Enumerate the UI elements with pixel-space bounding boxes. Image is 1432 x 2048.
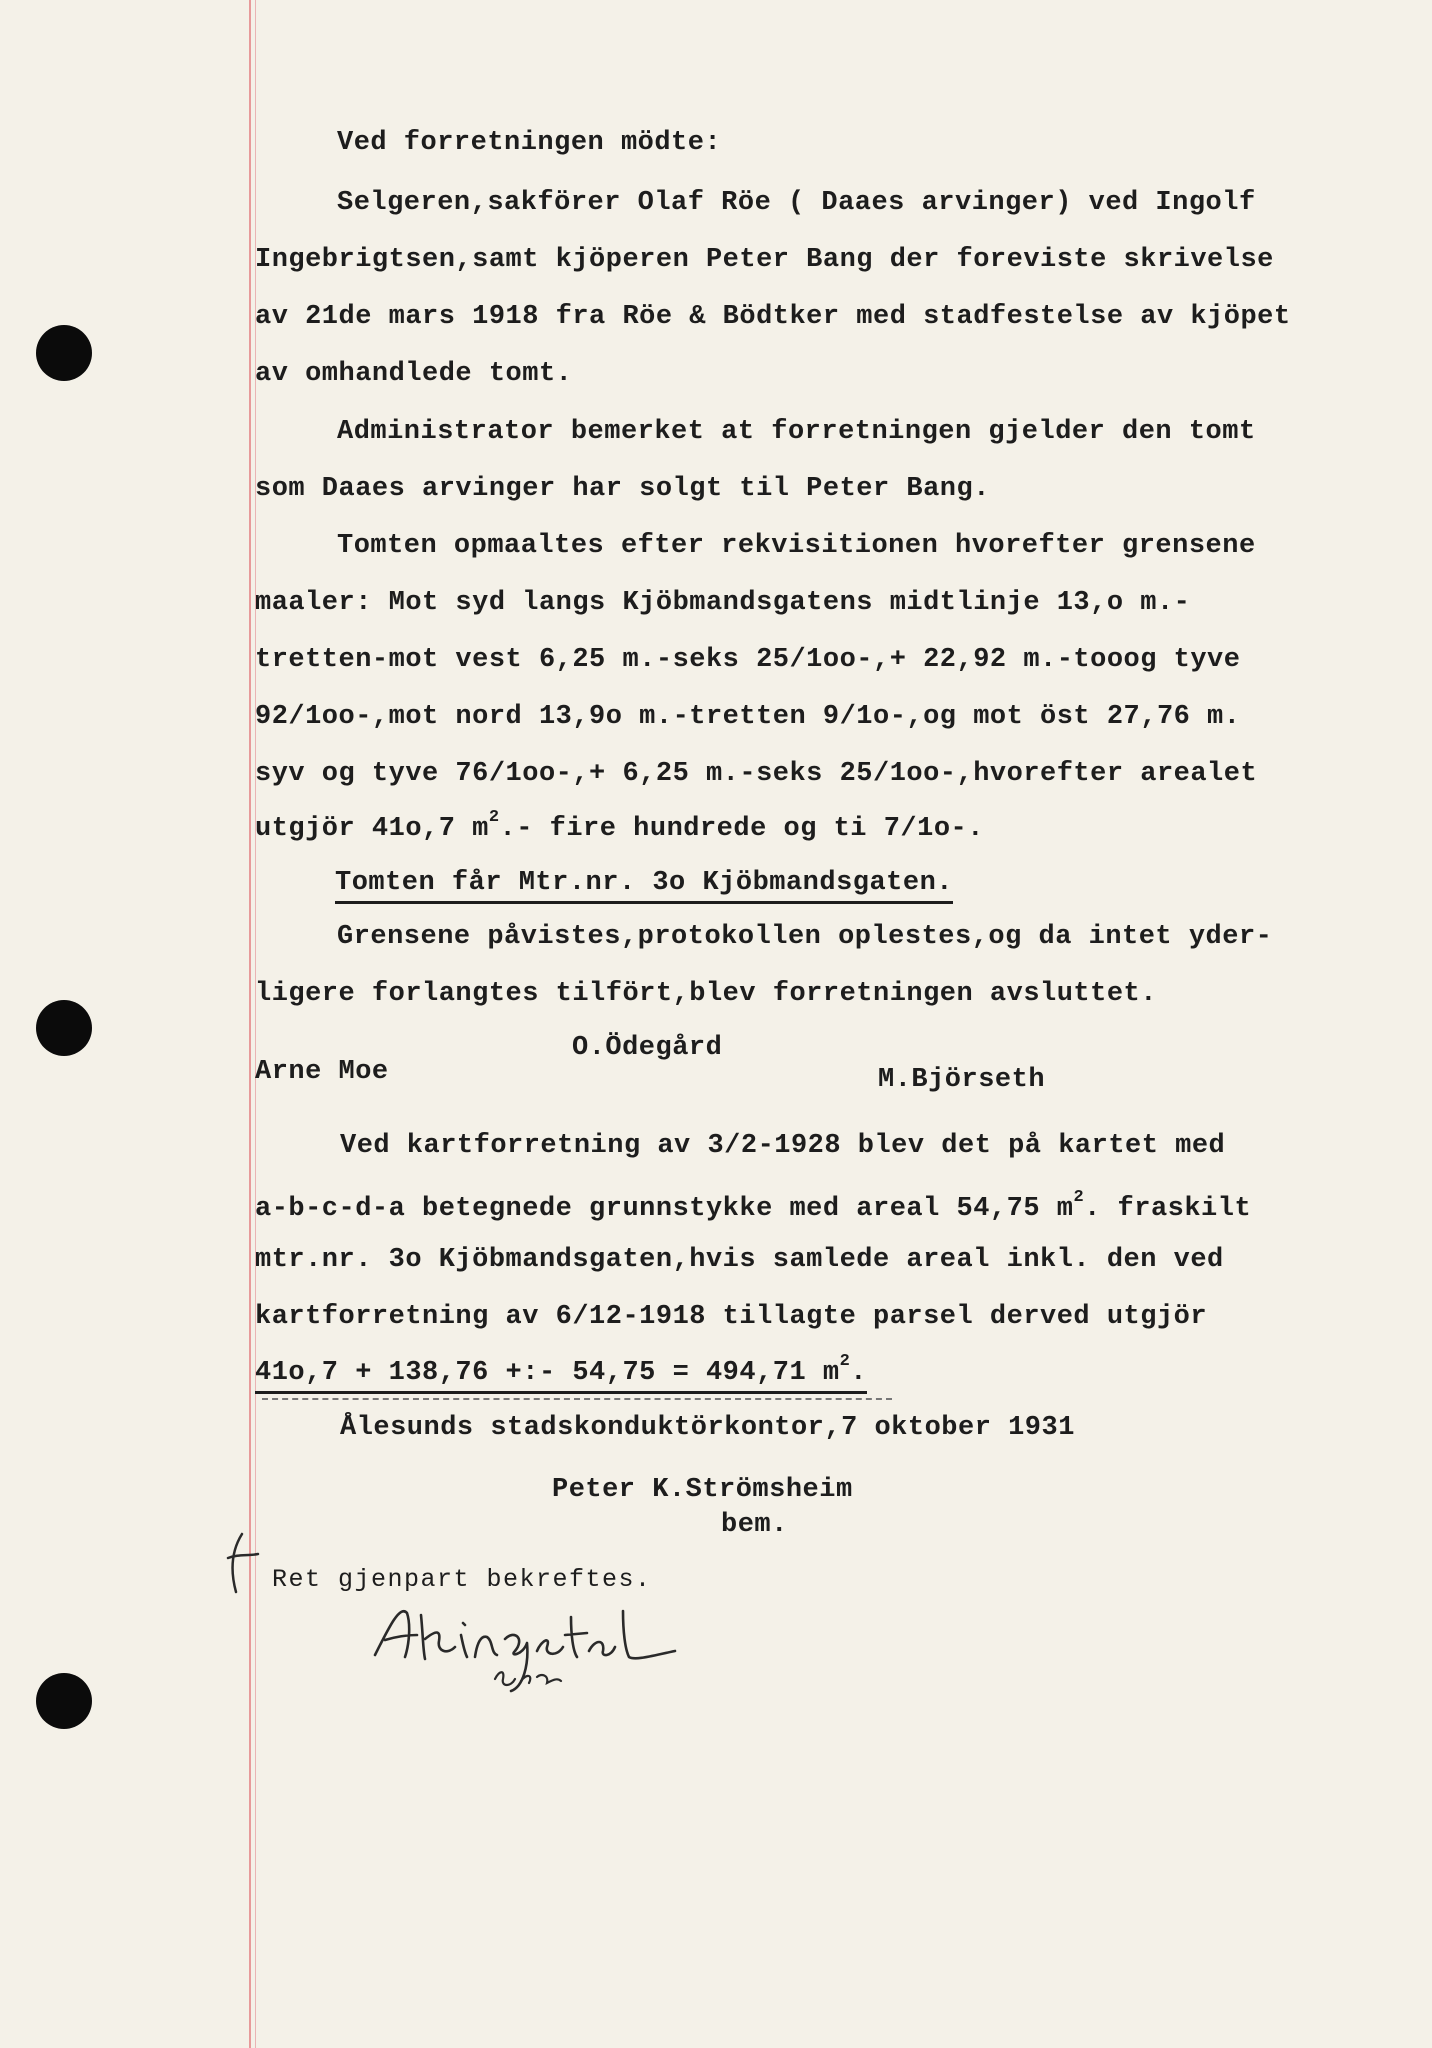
superscript-2: 2 [488, 808, 500, 827]
punch-hole-top [36, 325, 92, 381]
p1-line-1: Selgeren,sakförer Olaf Röe ( Daaes arvinger) ved Ingolf [337, 188, 1256, 218]
punch-hole-middle [36, 1000, 92, 1056]
superscript-2: 2 [1073, 1188, 1085, 1207]
certification: Ret gjenpart bekreftes. [272, 1565, 652, 1594]
p1-line-4: av omhandlede tomt. [255, 359, 573, 389]
p4-line-2: ligere forlangtes tilfört,blev forretningen avsluttet. [255, 979, 1157, 1009]
p3-line-2: maaler: Mot syd langs Kjöbmandsgatens midtlinje 13,o m.- [255, 588, 1191, 618]
superscript-2: 2 [839, 1352, 851, 1371]
signer-name: Peter K.Strömsheim [552, 1475, 853, 1505]
p3-line-6 [255, 808, 984, 844]
signer-title: bem. [721, 1510, 788, 1540]
dashed-rule [262, 1398, 892, 1400]
p5-line-2-text: a-b-c-d-a betegnede grunnstykke med areal 54,75 m [255, 1194, 1074, 1224]
area-sum [255, 1352, 867, 1394]
p3-line-6-tail: .- fire hundrede og ti 7/1o-. [499, 814, 984, 844]
p5-line-2-tail: . fraskilt [1084, 1194, 1252, 1224]
margin-rule [249, 0, 251, 2048]
p5-line-1: Ved kartforretning av 3/2-1928 blev det på kartet med [340, 1131, 1226, 1161]
p3-line-4: 92/1oo-,mot nord 13,9o m.-tretten 9/1o-,og mot öst 27,76 m. [255, 702, 1241, 732]
p3-line-6-text: utgjör 41o,7 m [255, 814, 489, 844]
punch-hole-bottom [36, 1673, 92, 1729]
p5-line-2 [255, 1188, 1251, 1224]
signature-left: Arne Moe [255, 1057, 389, 1087]
signature-center: O.Ödegård [572, 1033, 723, 1063]
place-date: Ålesunds stadskonduktörkontor,7 oktober 1931 [340, 1413, 1075, 1443]
p4-line-1: Grensene påvistes,protokollen oplestes,og da intet yder- [337, 922, 1273, 952]
lot-number-line [335, 868, 953, 898]
p3-line-3: tretten-mot vest 6,25 m.-seks 25/1oo-,+ 22,92 m.-tooog tyve [255, 645, 1241, 675]
lot-number-text: Tomten får Mtr.nr. 3o Kjöbmandsgaten. [335, 868, 953, 904]
area-sum-tail: . [850, 1358, 867, 1388]
p5-line-4: kartforretning av 6/12-1918 tillagte parsel derved utgjör [255, 1302, 1208, 1332]
heading: Ved forretningen mödte: [337, 128, 722, 158]
signature-right: M.Björseth [878, 1065, 1046, 1095]
p2-line-1: Administrator bemerket at forretningen gjelder den tomt [337, 417, 1256, 447]
handwritten-signature [365, 1595, 710, 1705]
p3-line-5: syv og tyve 76/1oo-,+ 6,25 m.-seks 25/1oo-,hvorefter arealet [255, 759, 1258, 789]
area-sum-text: 41o,7 + 138,76 +:- 54,75 = 494,71 m [255, 1358, 840, 1388]
p5-line-3: mtr.nr. 3o Kjöbmandsgaten,hvis samlede areal inkl. den ved [255, 1245, 1224, 1275]
p2-line-2: som Daaes arvinger har solgt til Peter Bang. [255, 474, 990, 504]
p5-line-5 [255, 1352, 867, 1388]
p3-line-1: Tomten opmaaltes efter rekvisitionen hvorefter grensene [337, 531, 1256, 561]
p1-line-3: av 21de mars 1918 fra Röe & Bödtker med stadfestelse av kjöpet [255, 302, 1291, 332]
p1-line-2: Ingebrigtsen,samt kjöperen Peter Bang der foreviste skrivelse [255, 245, 1274, 275]
initial-mark [222, 1530, 270, 1600]
